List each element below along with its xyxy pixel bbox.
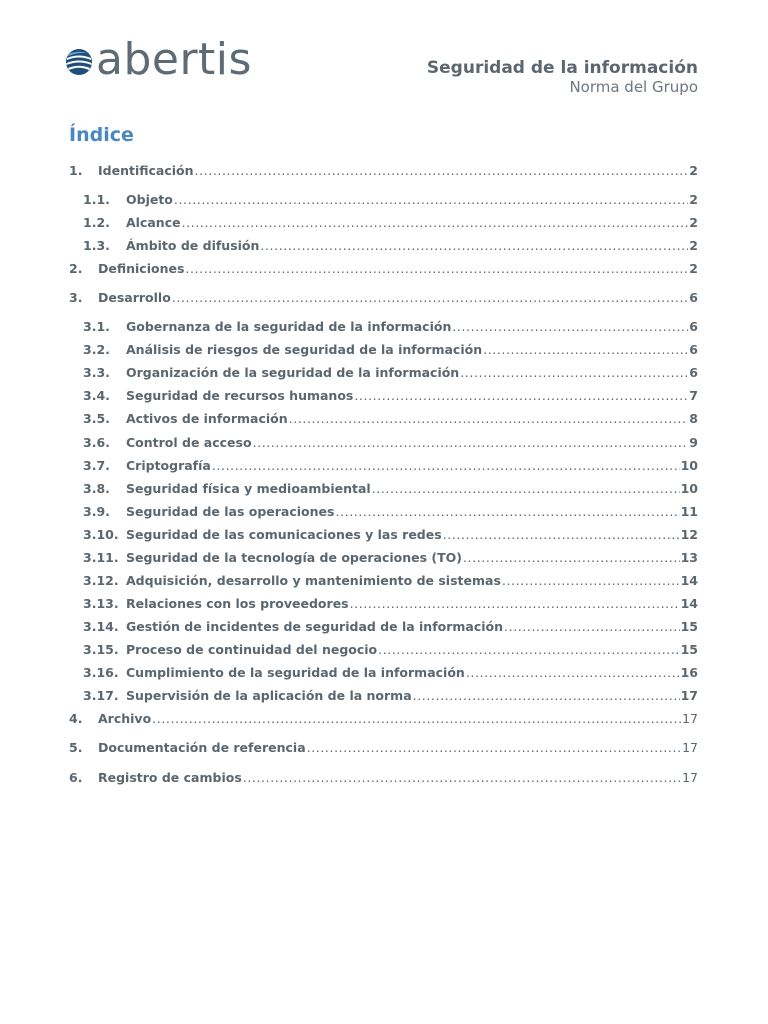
toc-entry-number: 3.1. [83,319,110,334]
toc-entry[interactable] [83,411,698,429]
toc-entry-page: 10 [680,481,698,496]
toc-entry-number: 3.3. [83,365,110,380]
toc-entry-label: Seguridad de las operaciones [126,504,335,519]
toc-entry-page: 6 [689,342,698,357]
toc-entry-page: 11 [680,504,698,519]
toc-entry[interactable] [69,261,698,279]
toc-entry[interactable] [83,573,698,591]
toc-entry-number: 1. [69,163,83,178]
toc-entry-page: 14 [680,596,698,611]
toc-entry[interactable] [83,342,698,360]
company-logo [64,34,252,85]
toc-entry-page: 14 [680,573,698,588]
toc-dot-leader [483,342,688,357]
toc-entry-number: 3.7. [83,458,110,473]
toc-entry-label: Seguridad de las comunicaciones y las redes [126,527,442,542]
toc-entry-page: 2 [689,261,698,276]
toc-entry-label: Supervisión de la aplicación de la norma [126,688,412,703]
toc-entry-label: Desarrollo [98,290,171,305]
toc-entry[interactable] [83,688,698,706]
toc-entry[interactable] [69,711,698,729]
toc-entry-number: 1.1. [83,192,110,207]
toc-entry-number: 3.8. [83,481,110,496]
toc-entry[interactable] [83,550,698,568]
toc-dot-leader [335,504,679,519]
toc-entry-label: Gestión de incidentes de seguridad de la información [126,619,504,634]
toc-entry-label: Alcance [126,215,181,230]
toc-entry-number: 3.13. [83,596,119,611]
toc-dot-leader [413,688,680,703]
toc-dot-leader [463,550,680,565]
toc-entry-label: Relaciones con los proveedores [126,596,349,611]
toc-entry-number: 3.4. [83,388,110,403]
toc-entry-label: Documentación de referencia [98,740,306,755]
toc-entry[interactable] [83,238,698,256]
toc-entry-number: 3.10. [83,527,119,542]
toc-entry-label: Adquisición, desarrollo y mantenimiento de sistemas [126,573,501,588]
toc-entry[interactable] [83,192,698,210]
toc-entry[interactable] [83,504,698,522]
toc-entry-page: 17 [682,740,698,755]
toc-entry-number: 6. [69,770,83,785]
toc-entry-label: Seguridad de recursos humanos [126,388,354,403]
toc-entry-label: Criptografía [126,458,211,473]
toc-dot-leader [174,192,688,207]
toc-entry-number: 3. [69,290,83,305]
toc-entry-label: Seguridad de la tecnología de operaciones (TO) [126,550,462,565]
toc-entry-number: 3.9. [83,504,110,519]
toc-dot-leader [260,238,688,253]
toc-entry-label: Cumplimiento de la seguridad de la información [126,665,465,680]
toc-entry-label: Proceso de continuidad del negocio [126,642,378,657]
toc-entry-page: 9 [689,435,698,450]
globe-icon [64,47,94,77]
toc-entry-number: 2. [69,261,83,276]
toc-entry-page: 15 [680,642,698,657]
toc-entry-page: 2 [689,215,698,230]
toc-dot-leader [307,740,681,755]
toc-entry-label: Definiciones [98,261,185,276]
toc-entry-number: 3.12. [83,573,119,588]
toc-entry-number: 3.2. [83,342,110,357]
toc-entry-page: 8 [689,411,698,426]
toc-dot-leader [443,527,680,542]
document-title: Seguridad de la información [426,58,698,78]
toc-entry-number: 3.17. [83,688,119,703]
toc-entry-page: 10 [680,458,698,473]
toc-dot-leader [253,435,689,450]
toc-entry[interactable] [83,619,698,637]
toc-dot-leader [289,411,689,426]
toc-entry-label: Objeto [126,192,173,207]
toc-entry[interactable] [83,435,698,453]
toc-dot-leader [502,573,680,588]
toc-entry-label: Gobernanza de la seguridad de la información [126,319,452,334]
toc-entry[interactable] [83,481,698,499]
document-header [427,58,698,97]
toc-entry-page: 7 [689,388,698,403]
toc-entry-number: 5. [69,740,83,755]
toc-dot-leader [378,642,679,657]
toc-entry-label: Organización de la seguridad de la información [126,365,460,380]
toc-entry-number: 3.14. [83,619,119,634]
toc-dot-leader [350,596,680,611]
toc-dot-leader [243,770,681,785]
toc-entry[interactable] [83,388,698,406]
toc-entry-page: 2 [689,163,698,178]
toc-entry-number: 4. [69,711,83,726]
toc-dot-leader [182,215,689,230]
toc-entry-page: 17 [682,770,698,785]
toc-entry-page: 6 [689,290,698,305]
toc-entry-label: Análisis de riesgos de seguridad de la información [126,342,483,357]
toc-entry-page: 16 [680,665,698,680]
toc-entry-page: 2 [689,192,698,207]
toc-entry-number: 3.16. [83,665,119,680]
toc-entry[interactable] [69,290,698,308]
toc-entry[interactable] [83,458,698,476]
toc-entry[interactable] [83,642,698,660]
toc-dot-leader [354,388,688,403]
toc-entry-label: Archivo [98,711,152,726]
toc-dot-leader [460,365,688,380]
toc-dot-leader [185,261,688,276]
toc-entry-number: 1.2. [83,215,110,230]
toc-entry-page: 2 [689,238,698,253]
toc-entry-page: 6 [689,365,698,380]
toc-dot-leader [466,665,680,680]
toc-entry[interactable] [83,665,698,683]
toc-entry-number: 3.6. [83,435,110,450]
toc-entry-label: Activos de información [126,411,288,426]
toc-entry[interactable] [83,365,698,383]
toc-dot-leader [212,458,680,473]
toc-entry-page: 6 [689,319,698,334]
toc-dot-leader [152,711,681,726]
toc-entry-label: Identificación [98,163,194,178]
toc-dot-leader [452,319,688,334]
toc-entry-label: Ámbito de difusión [126,238,260,253]
toc-entry-number: 1.3. [83,238,110,253]
toc-entry-number: 3.5. [83,411,110,426]
toc-entry[interactable] [69,163,698,181]
toc-entry[interactable] [83,596,698,614]
toc-dot-leader [172,290,688,305]
toc-entry-label: Control de acceso [126,435,252,450]
toc-heading: Índice [69,124,134,146]
toc-entry-number: 3.15. [83,642,119,657]
toc-entry[interactable] [83,215,698,233]
toc-entry-label: Registro de cambios [98,770,242,785]
toc-entry-page: 17 [682,711,698,726]
toc-entry-page: 17 [680,688,698,703]
toc-entry[interactable] [69,770,698,788]
toc-entry-label: Seguridad física y medioambiental [126,481,371,496]
toc-dot-leader [372,481,680,496]
toc-entry-number: 3.11. [83,550,119,565]
toc-dot-leader [504,619,680,634]
toc-entry-page: 12 [680,527,698,542]
toc-entry-page: 13 [680,550,698,565]
document-subtitle: Norma del Grupo [569,78,698,96]
toc-entry[interactable] [83,527,698,545]
toc-dot-leader [195,163,689,178]
toc-entry[interactable] [83,319,698,337]
toc-entry[interactable] [69,740,698,758]
toc-entry-page: 15 [680,619,698,634]
logo-wordmark: abertis [96,34,252,85]
